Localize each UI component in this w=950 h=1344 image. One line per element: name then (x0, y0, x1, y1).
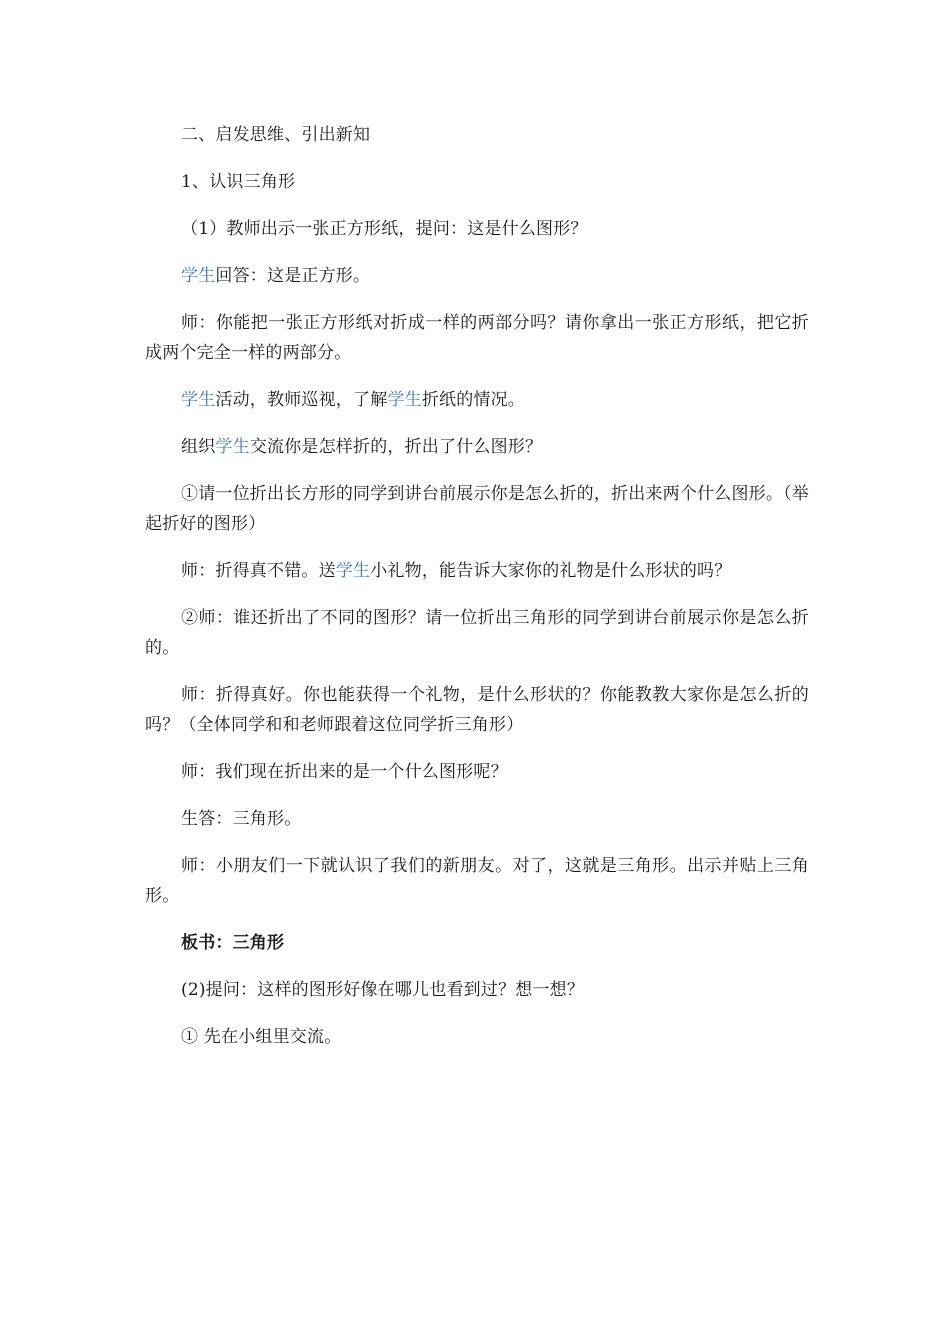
paragraph-teacher-1 (145, 308, 809, 368)
text-segment: (2)提问：这样的图形好像在哪儿也看到过？想一想？ (181, 980, 585, 1000)
text-segment: 师：你能把一张正方形纸对折成一样的两部分吗？请你拿出一张正方形纸，把它折成两个完全一样的两部分。 (145, 313, 809, 363)
text-segment: ②师：谁还折出了不同的图形？请一位折出三角形的同学到讲台前展示你是怎么折的。 (145, 608, 809, 658)
paragraph-organize (145, 432, 809, 462)
text-segment: 师：我们现在折出来的是一个什么图形呢？ (181, 762, 508, 782)
paragraph-activity (145, 385, 809, 415)
paragraph-item-3 (145, 1022, 809, 1052)
highlighted-term: 学生 (387, 390, 422, 410)
paragraph-item-1 (145, 479, 809, 539)
text-segment: 折纸的情况。 (421, 390, 526, 410)
highlighted-term: 学生 (181, 266, 216, 286)
paragraph-step-2 (145, 975, 809, 1005)
text-segment: ① 先在小组里交流。 (181, 1027, 342, 1047)
text-segment: 生答：三角形。 (181, 809, 302, 829)
text-segment: 1、认识三角形 (181, 172, 296, 192)
paragraph-board-note (145, 928, 809, 958)
paragraph-heading-2 (145, 120, 809, 150)
document-body (145, 120, 809, 1069)
text-segment: 活动，教师巡视，了解 (215, 390, 388, 410)
highlighted-term: 学生 (181, 390, 216, 410)
paragraph-teacher-5 (145, 851, 809, 911)
text-segment: 师：折得真不错。送 (181, 561, 336, 581)
paragraph-teacher-4 (145, 757, 809, 787)
paragraph-item-2 (145, 603, 809, 663)
text-segment: ①请一位折出长方形的同学到讲台前展示你是怎么折的，折出来两个什么图形。（举起折好的图形） (145, 484, 809, 534)
text-segment: 师：小朋友们一下就认识了我们的新朋友。对了，这就是三角形。出示并贴上三角形。 (145, 856, 809, 906)
paragraph-subheading-1 (145, 167, 809, 197)
text-segment: 回答：这是正方形。 (215, 266, 371, 286)
paragraph-student-answer-2 (145, 804, 809, 834)
text-segment: 交流你是怎样折的，折出了什么图形？ (249, 437, 543, 457)
text-segment: （1）教师出示一张正方形纸，提问：这是什么图形？ (181, 219, 588, 239)
text-segment: 组织 (181, 437, 216, 457)
paragraph-student-answer-1 (145, 261, 809, 291)
paragraph-step-1 (145, 214, 809, 244)
text-segment: 师：折得真好。你也能获得一个礼物，是什么形状的？你能教教大家你是怎么折的吗？（全体同学和和老师跟着这位同学折三角形） (145, 685, 809, 735)
paragraph-teacher-3 (145, 680, 809, 740)
paragraph-teacher-2 (145, 556, 809, 586)
highlighted-term: 学生 (335, 561, 371, 581)
highlighted-term: 学生 (215, 437, 250, 457)
text-segment: 板书：三角形 (181, 933, 285, 953)
text-segment: 二、启发思维、引出新知 (181, 125, 371, 145)
text-segment: 小礼物，能告诉大家你的礼物是什么形状的吗？ (370, 561, 732, 581)
